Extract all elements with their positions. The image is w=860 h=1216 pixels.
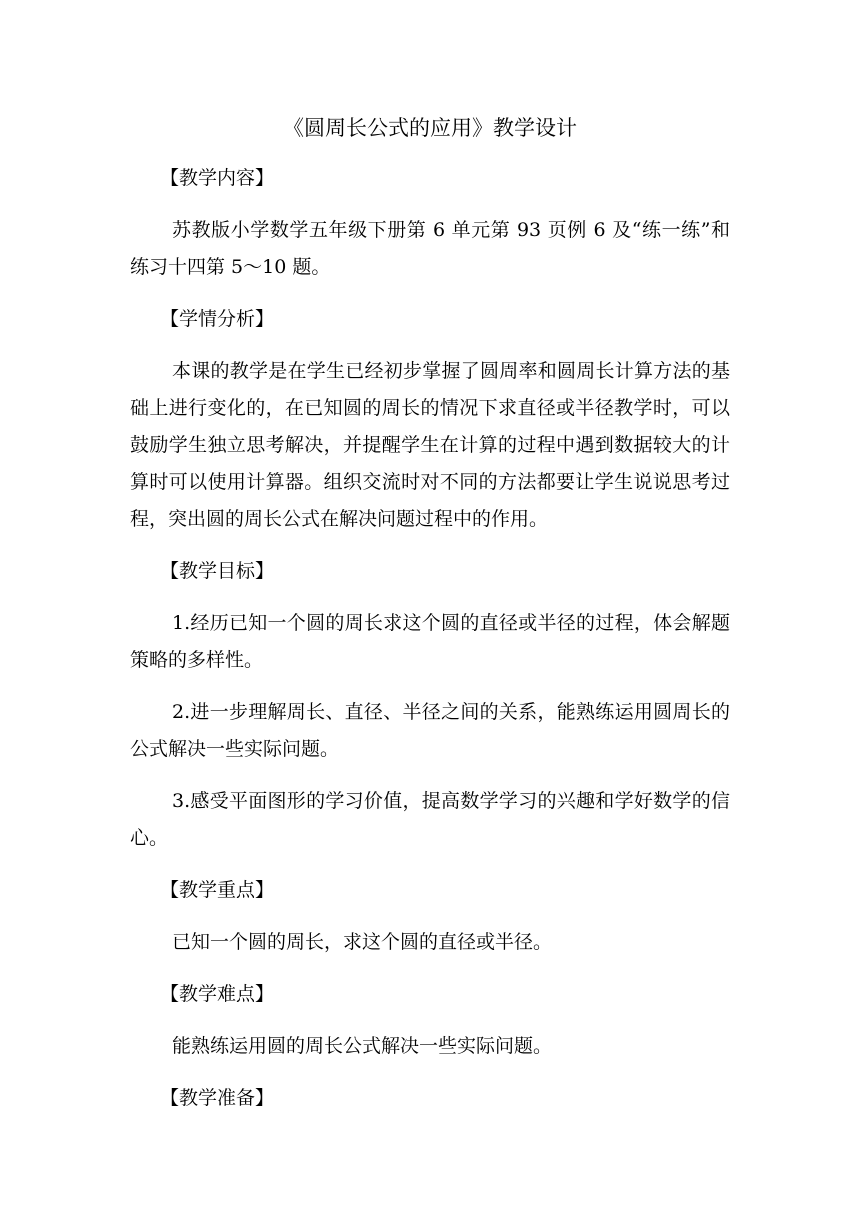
section-heading: 【学情分析】 <box>160 308 275 330</box>
goal-item-2: 2.进一步理解周长、直径、半径之间的关系，能熟练运用圆周长的公式解决一些实际问题。 <box>130 701 730 760</box>
document-title: 《圆周长公式的应用》教学设计 <box>283 116 577 140</box>
section-teaching-content <box>130 160 730 286</box>
section-heading: 【教学准备】 <box>160 1087 275 1109</box>
section-preparation <box>130 1080 730 1117</box>
section-teaching-goals <box>130 553 730 857</box>
section-paragraph: 苏教版小学数学五年级下册第 6 单元第 93 页例 6 及“练一练”和练习十四第 5～10 题。 <box>130 219 730 278</box>
section-heading: 【教学重点】 <box>160 879 275 901</box>
section-paragraph: 本课的教学是在学生已经初步掌握了圆周率和圆周长计算方法的基础上进行变化的，在已知圆的周长的情况下求直径或半径教学时，可以鼓励学生独立思考解决，并提醒学生在计算的过程中遇到数据较大的计算时可以使用计算器。组织交流时对不同的方法都要让学生说说思考过程，突出圆的周长公式在解决问题过程中的作用。 <box>130 360 730 530</box>
section-key-points <box>130 872 730 961</box>
goal-item-3: 3.感受平面图形的学习价值，提高数学学习的兴趣和学好数学的信心。 <box>130 790 730 849</box>
section-difficulties <box>130 976 730 1065</box>
section-heading: 【教学目标】 <box>160 560 275 582</box>
section-student-analysis <box>130 301 730 538</box>
section-heading: 【教学难点】 <box>160 983 275 1005</box>
document-body <box>130 113 730 1132</box>
section-paragraph: 能熟练运用圆的周长公式解决一些实际问题。 <box>172 1035 553 1057</box>
section-heading: 【教学内容】 <box>160 167 275 189</box>
section-paragraph: 已知一个圆的周长，求这个圆的直径或半径。 <box>172 931 553 953</box>
goal-item-1: 1.经历已知一个圆的周长求这个圆的直径或半径的过程，体会解题策略的多样性。 <box>130 612 730 671</box>
